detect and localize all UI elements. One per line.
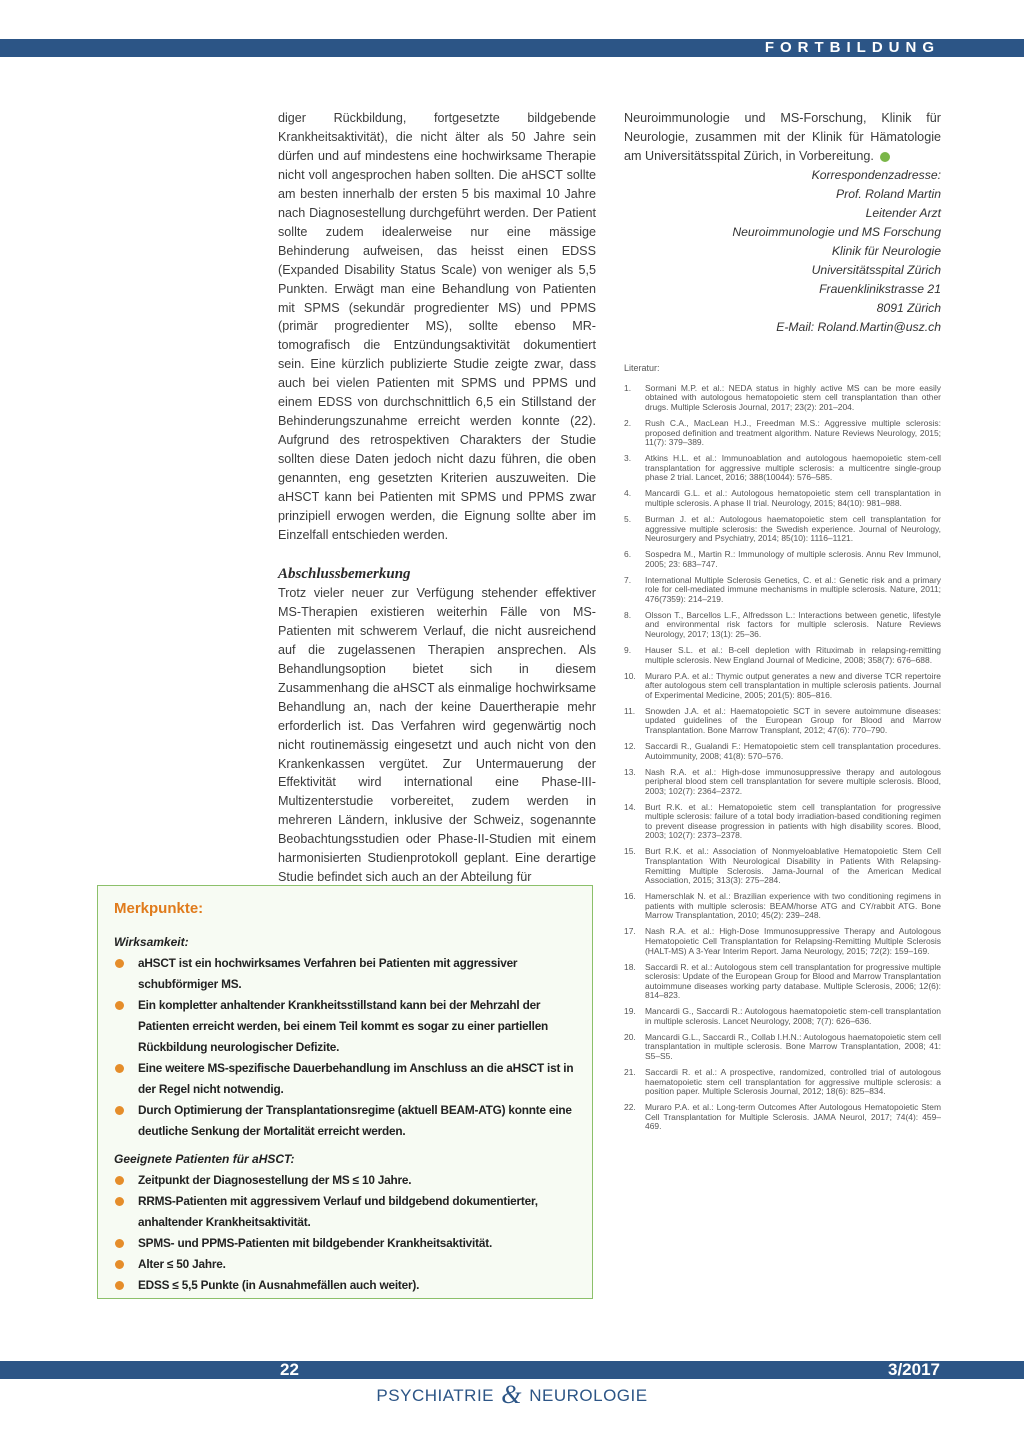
correspondence-address — [624, 166, 941, 337]
reference-item: 4. Mancardi G.L. et al.: Autologous hematopoietic stem cell transplantation in multiple sclerosis. A phase II trial. Neurology, 2015; 84(10): 981–988. — [624, 488, 941, 508]
journal-logo — [0, 1380, 1024, 1410]
address-line: Korrespondenzadresse: — [811, 167, 941, 182]
reference-item: 12. Saccardi R., Gualandi F.: Hematopoietic stem cell transplantation procedures. Autoimmunity, 2008; 41(8): 570–576. — [624, 740, 941, 761]
address-line: Prof. Roland Martin — [836, 186, 941, 201]
reference-item: 13. Nash R.A. et al.: High-dose immunosuppressive therapy and autologous peripheral blood stem cell transplantation for severe multiple sclerosis. Blood, 2003; 102(7): 2364–2372. — [624, 766, 941, 796]
reference-list — [624, 384, 941, 1132]
issue-number: 3/2017 — [888, 1360, 940, 1379]
end-marker-icon — [880, 152, 890, 162]
address-line: Klinik für Neurologie — [831, 243, 941, 258]
reference-item: 1. Sormani M.P. et al.: NEDA status in highly active MS can be more easily obtained with autologous hematopoietic stem cell transplantation than other drugs. Multiple Sclerosis Journal, 2017; 23(2): 201–204. — [624, 382, 941, 412]
reference-item: 2. Rush C.A., MacLean H.J., Freedman M.S.: Aggressive multiple sclerosis: proposed definition and treatment algorithm. Nature Reviews Neurology, 2015; 11(7): 379–389. — [624, 417, 941, 448]
reference-item: 3. Atkins H.L. et al.: Immunoablation and autologous haemopoietic stem-cell transplantation for aggressive multiple sclerosis: a multicentre single-group phase 2 trial. Lancet, 2016; 388(10044): 576–585. — [624, 453, 941, 483]
reference-item: 19. Mancardi G., Saccardi R.: Autologous haematopoietic stem-cell transplantation in multiple sclerosis. Lancet Neurology, 2008; 7(7): 626–636. — [624, 1006, 941, 1026]
address-line: Universitätsspital Zürich — [811, 262, 941, 277]
key-points-title: Merkpunkte: — [114, 900, 204, 917]
journal-name-right: NEUROLOGIE — [529, 1386, 648, 1405]
page-number: 22 — [280, 1360, 299, 1379]
address-line: Frauenklinikstrasse 21 — [819, 281, 941, 296]
key-point-item: Durch Optimierung der Transplantationsregime (aktuell BEAM-ATG) konnte eine deutliche Senkung der Mortalität erreicht werden. — [114, 1100, 578, 1142]
reference-item: 16. Hamerschlak N. et al.: Brazilian experience with two conditioning regimens in patients with multiple sclerosis: BEAM/horse ATG and CY/rabbit ATG. Bone Marrow Transplantation, 2010; 45(2): 239–248. — [624, 891, 941, 921]
bullet-icon — [115, 1176, 124, 1185]
journal-ampersand: & — [501, 1380, 522, 1409]
key-points-subtitle: Wirksamkeit: — [114, 935, 189, 949]
section-heading: Abschlussbemerkung — [278, 565, 411, 582]
reference-item: 20. Mancardi G.L., Saccardi R., Collab I.H.N.: Autologous haematopoietic stem cell transplantation in multiple sclerosis. Bone Marrow Transplantation, 2008; 41: S5–S5. — [624, 1031, 941, 1062]
right-column — [624, 109, 941, 1138]
key-points-box — [97, 885, 593, 1299]
key-point-item: Zeitpunkt der Diagnosestellung der MS ≤ 10 Jahre. — [114, 1170, 578, 1191]
reference-item: 22. Muraro P.A. et al.: Long-term Outcomes After Autologous Hematopoietic Stem Cell Transplantation for Multiple Sclerosis. JAMA Neurol, 2017; 74(4): 459–469. — [624, 1102, 941, 1132]
key-points-list — [114, 953, 578, 1142]
reference-item: 18. Saccardi R. et al.: Autologous stem cell transplantation for progressive multiple sclerosis: Update of the European Group for Blood and Marrow Transplantation autoimmune diseases working party database. Multiple Sclerosis, 2006; 12(6): 814–823. — [624, 961, 941, 1001]
reference-item: 21. Saccardi R. et al.: A prospective, randomized, controlled trial of autologous haematopoietic stem cell transplantation for aggressive multiple sclerosis: a position paper. Multiple Sclerosis Journal, 2012; 18(6): 825–834. — [624, 1067, 941, 1097]
bullet-icon — [115, 1197, 124, 1206]
reference-item: 17. Nash R.A. et al.: High-Dose Immunosuppressive Therapy and Autologous Hematopoietic Cell Transplantation for Relapsing-Remitting Multiple Sclerosis (HALT-MS) A 3-Year Interim Report. Jama Neurology, 2015; 72(2): 159–169. — [624, 926, 941, 956]
key-points-subtitle: Geeignete Patienten für aHSCT: — [114, 1152, 295, 1166]
bullet-icon — [115, 1260, 124, 1269]
key-point-item: EDSS ≤ 5,5 Punkte (in Ausnahmefällen auch weiter). — [114, 1275, 578, 1296]
key-point-item: SPMS- und PPMS-Patienten mit bildgebender Krankheitsaktivität. — [114, 1233, 578, 1254]
address-line: 8091 Zürich — [876, 300, 941, 315]
continuation-text: Neuroimmunologie und MS-Forschung, Klinik für Neurologie, zusammen mit der Klinik für Hämatologie am Universitätsspital Zürich, in Vorbereitung. — [624, 111, 941, 163]
key-point-item: Ein kompletter anhaltender Krankheitsstillstand kann bei der Mehrzahl der Patienten erreicht werden, bei einem Teil kommt es sogar zu einer partiellen Rückbildung neurologischer Defizite. — [114, 995, 578, 1058]
reference-item: 5. Burman J. et al.: Autologous haematopoietic stem cell transplantation for aggressive multiple sclerosis: the Swedish experience. Journal of Neurology, Neurosurgery and Psychiatry, 2014; 85(10): 1116–1121. — [624, 513, 941, 544]
reference-item: 14. Burt R.K. et al.: Hematopoietic stem cell transplantation for progressive multiple sclerosis: failure of a total body irradiation-based conditioning regimen to prevent disease progression in patients with high disability scores. Blood, 2003; 102(7): 2373–2378. — [624, 801, 941, 841]
address-line: Neuroimmunologie und MS Forschung — [732, 224, 941, 239]
reference-item: 11. Snowden J.A. et al.: Haematopoietic SCT in severe autoimmune diseases: updated guidelines of the European Group for Blood and Marrow Transplantation. Bone Marrow Transplant, 2012; 47(6): 770–790. — [624, 705, 941, 735]
reference-item: 10. Muraro P.A. et al.: Thymic output generates a new and diverse TCR repertoire after autologous stem cell transplantation in multiple sclerosis patients. Journal of Experimental Medicine, 2005; 201(5): 805–816. — [624, 670, 941, 700]
bullet-icon — [115, 1239, 124, 1248]
key-point-item: RRMS-Patienten mit aggressivem Verlauf und bildgebend dokumentierter, anhaltender Krankheitsaktivität. — [114, 1191, 578, 1233]
body-paragraph-continuation — [624, 109, 941, 166]
left-column — [278, 109, 596, 887]
reference-item: 15. Burt R.K. et al.: Association of Nonmyeloablative Hematopoietic Stem Cell Transplantation With Neurological Disability in Patients With Relapsing-Remitting Multiple Sclerosis. Jama-Journal of the American Medical Association, 2015; 313(3): 275–284. — [624, 846, 941, 886]
address-line: Leitender Arzt — [865, 205, 941, 220]
reference-item: 7. International Multiple Sclerosis Genetics, C. et al.: Genetic risk and a primary role for cell-mediated immune mechanisms in multiple sclerosis. Nature, 2011; 476(7359): 214–219. — [624, 574, 941, 604]
key-point-item: aHSCT ist ein hochwirksames Verfahren bei Patienten mit aggressiver schubförmiger MS. — [114, 953, 578, 995]
bullet-icon — [115, 1001, 124, 1010]
bullet-icon — [115, 1281, 124, 1290]
key-points-list — [114, 1170, 578, 1296]
section-label: FORTBILDUNG — [764, 39, 940, 56]
footer-bar — [0, 1361, 1024, 1379]
reference-item: 6. Sospedra M., Martin R.: Immunology of multiple sclerosis. Annu Rev Immunol, 2005; 23: 683–747. — [624, 549, 941, 569]
reference-item: 8. Olsson T., Barcellos L.F., Alfredsson L.: Interactions between genetic, lifestyle and environmental risk factors for multiple sclerosis. Nature Reviews Neurology, 2017; 13(1): 25–36. — [624, 609, 941, 640]
body-paragraph-intro: diger Rückbildung, fortgesetzte bildgebende Krankheitsaktivität), die nicht älter als 50 Jahre sein dürfen und auf mindestens eine hochwirksame Therapie nicht voll angesprochen haben sollten. Die aHSCT sollte am besten innerhalb der ersten 5 bis maximal 10 Jahre nach Diagnosestellung durchgeführt werden. Der Patient sollte zudem idealerweise nur eine mässige Behinderung aufweisen, das heisst einen EDSS (Expanded Disability Status Scale) von weniger als 5,5 Punkten. Erwägt man eine Behandlung von Patienten mit SPMS (sekundär progredienter MS) und PPMS (primär progredienter MS), sollte ebenso MR-tomografisch die Entzündungsaktivität dokumentiert sein. Eine kürzlich publizierte Studie zeigte zwar, dass auch bei vielen Patienten mit SPMS und PPMS und einem EDSS von durchschnittlich 6,5 ein Stillstand der Behinderungszunahme erreicht werden konnte (22). Aufgrund des retrospektiven Charakters der Studie sollten diese Daten jedoch nicht dazu führen, die oben genannten, eng gesetzten Kriterien auszuweiten. Die aHSCT kann bei Patienten mit SPMS und PPMS zwar prinzipiell erwogen werden, die Eignung sollte aber im Einzelfall entschieden werden. — [278, 111, 596, 542]
bullet-icon — [115, 1064, 124, 1073]
reference-item: 9. Hauser S.L. et al.: B-cell depletion with Rituximab in relapsing-remitting multiple sclerosis. New England Journal of Medicine, 2008; 358(7): 676–688. — [624, 645, 941, 665]
bullet-icon — [115, 959, 124, 968]
key-point-item: Eine weitere MS-spezifische Dauerbehandlung im Anschluss an die aHSCT ist in der Regel nicht notwendig. — [114, 1058, 578, 1100]
body-paragraph-closing: Trotz vieler neuer zur Verfügung stehender effektiver MS-Therapien existieren weiterhin Fälle von MS-Patienten mit schwerem Verlauf, die nicht ausreichend auf die zugelassenen Therapien ansprechen. Als Behandlungsoption bietet sich in diesem Zusammenhang die aHSCT als einmalige hochwirksame Behandlung an, nach der keine Dauertherapie mehr erforderlich ist. Das Verfahren wird gegenwärtig noch nicht routinemässig eingesetzt und auch nicht von den Krankenkassen vergütet. Zur Untermauerung der Effektivität wird international eine Phase-III-Multizenterstudie vorbereitet, zudem werden in mehreren Ländern, inklusive der Schweiz, sogenannte Beobachtungsstudien oder Phase-II-Studien mit einem harmonisierten Studienprotokoll geplant. Eine derartige Studie befindet sich auch an der Abteilung für — [278, 585, 596, 885]
journal-name-left: PSYCHIATRIE — [376, 1386, 495, 1405]
key-point-item: Alter ≤ 50 Jahre. — [114, 1254, 578, 1275]
email-link[interactable]: E-Mail: Roland.Martin@usz.ch — [776, 319, 941, 334]
literature-heading: Literatur: — [624, 362, 660, 373]
bullet-icon — [115, 1106, 124, 1115]
